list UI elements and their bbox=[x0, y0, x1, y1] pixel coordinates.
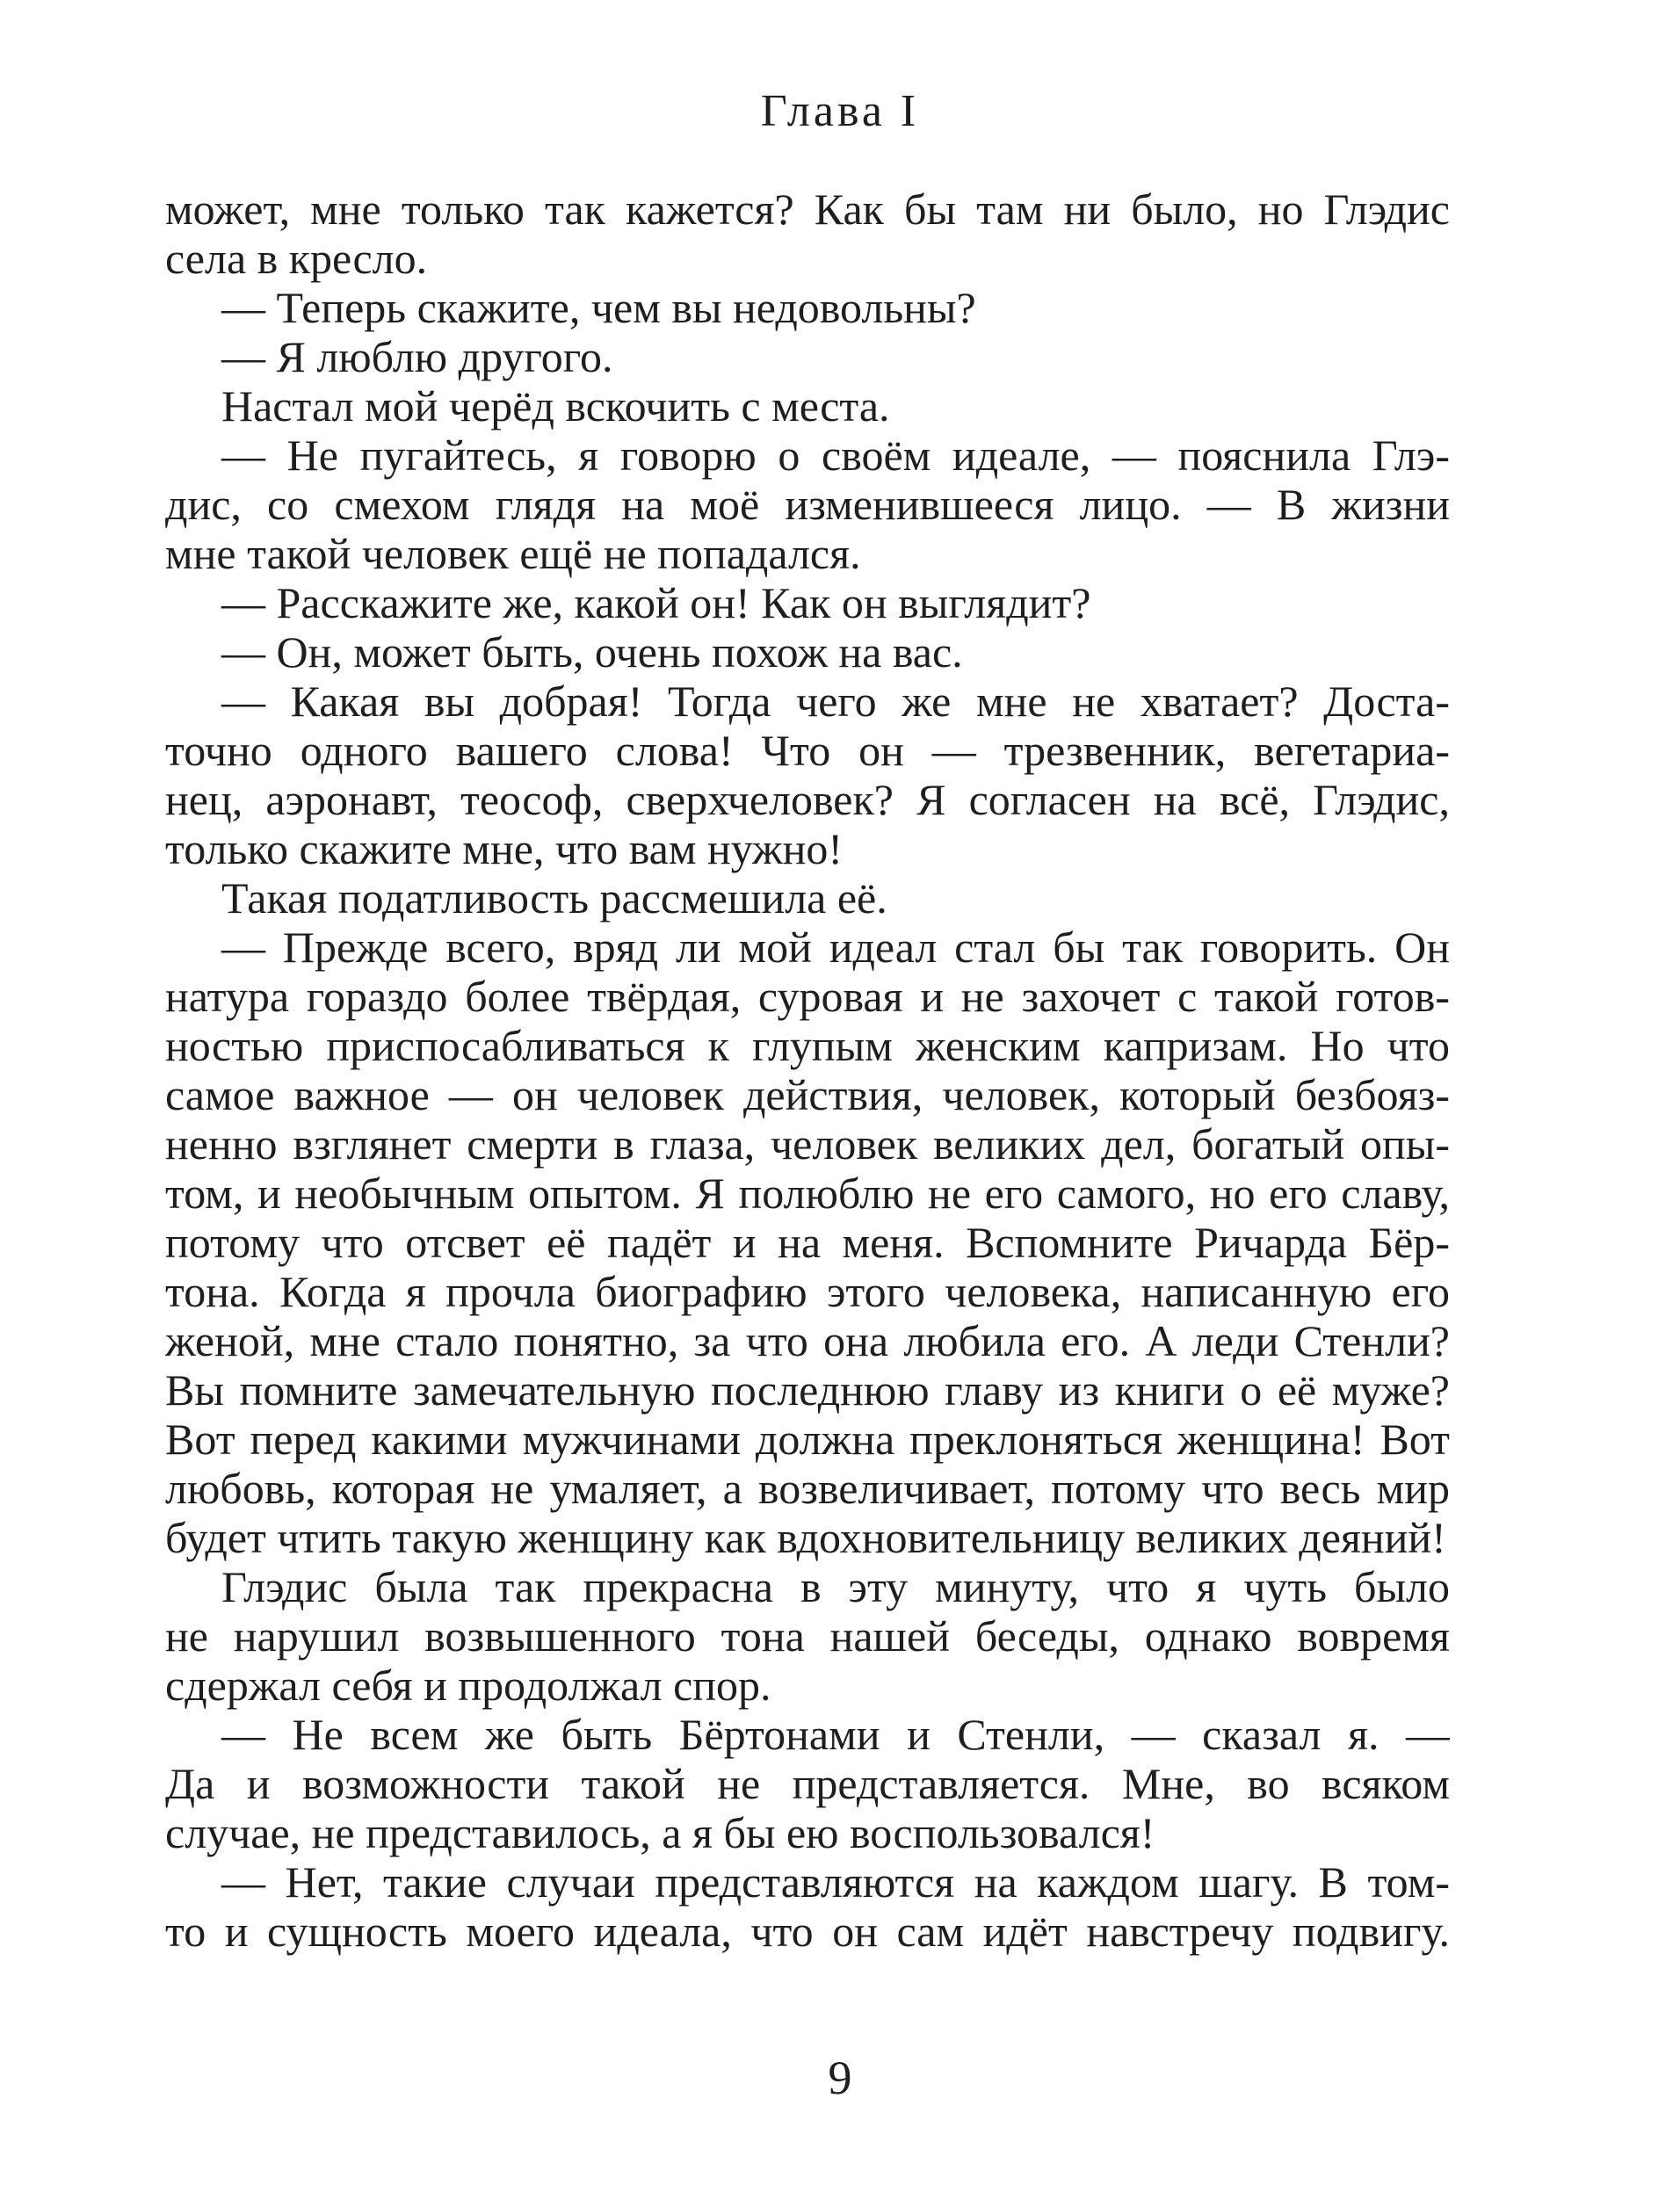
text-line: Вот перед какими мужчинами должна преклоняться женщина! Вот bbox=[165, 1415, 1450, 1464]
text-line: натура гораздо более твёрдая, суровая и не захочет с такой готов- bbox=[165, 972, 1450, 1021]
text-line: нец, аэронавт, теософ, сверхчеловек? Я согласен на всё, Глэдис, bbox=[165, 775, 1450, 824]
text-line: самое важное — он человек действия, человек, который безбояз- bbox=[165, 1070, 1450, 1119]
text-line: потому что отсвет её падёт и на меня. Вспомните Ричарда Бёр- bbox=[165, 1218, 1450, 1267]
text-line: любовь, которая не умаляет, а возвеличивает, потому что весь мир bbox=[165, 1464, 1450, 1513]
text-line: — Теперь скажите, чем вы недовольны? bbox=[221, 283, 976, 332]
text-line: не нарушил возвышенного тона нашей беседы, однако вовремя bbox=[165, 1611, 1450, 1661]
body-text bbox=[165, 185, 1450, 1956]
text-line: сдержал себя и продолжал спор. bbox=[165, 1661, 771, 1710]
text-line: — Нет, такие случаи представляются на каждом шагу. В том- bbox=[221, 1857, 1450, 1907]
text-line: Вы помните замечательную последнюю главу из книги о её муже? bbox=[165, 1365, 1450, 1415]
text-line: только скажите мне, что вам нужно! bbox=[165, 824, 844, 873]
text-line: будет чтить такую женщину как вдохновительницу великих деяний! bbox=[165, 1513, 1446, 1562]
text-line: — Не пугайтесь, я говорю о своём идеале, — пояснила Глэ- bbox=[221, 431, 1450, 480]
text-line: Настал мой черёд вскочить с места. bbox=[221, 381, 890, 431]
text-line: — Прежде всего, вряд ли мой идеал стал бы так говорить. Он bbox=[221, 923, 1450, 972]
text-line: случае, не представилось, а я бы ею воспользовался! bbox=[165, 1808, 1155, 1857]
text-line: женой, мне стало понятно, за что она любила его. А леди Стенли? bbox=[165, 1316, 1450, 1365]
text-line: тона. Когда я прочла биографию этого человека, написанную его bbox=[165, 1267, 1450, 1316]
text-line: села в кресло. bbox=[165, 234, 428, 283]
text-line: дис, со смехом глядя на моё изменившееся лицо. — В жизни bbox=[165, 480, 1450, 529]
text-line: — Расскажите же, какой он! Как он выглядит? bbox=[221, 578, 1091, 627]
text-line: — Я люблю другого. bbox=[221, 332, 613, 381]
text-line: точно одного вашего слова! Что он — трезвенник, вегетариа- bbox=[165, 726, 1450, 775]
running-head: Глава I bbox=[760, 86, 920, 136]
text-line: то и сущность моего идеала, что он сам идёт навстречу подвигу. bbox=[165, 1907, 1450, 1956]
text-line: Такая податливость рассмешила её. bbox=[221, 873, 887, 923]
text-line: — Он, может быть, очень похож на вас. bbox=[221, 627, 963, 677]
text-line: мне такой человек ещё не попадался. bbox=[165, 529, 861, 578]
text-line: Глэдис была так прекрасна в эту минуту, что я чуть было bbox=[221, 1562, 1450, 1611]
text-line: ностью приспосабливаться к глупым женским капризам. Но что bbox=[165, 1021, 1450, 1070]
text-line: том, и необычным опытом. Я полюблю не его самого, но его славу, bbox=[165, 1169, 1450, 1218]
page-number: 9 bbox=[828, 2052, 852, 2104]
text-line: — Не всем же быть Бёртонами и Стенли, — сказал я. — bbox=[221, 1710, 1450, 1759]
text-line: — Какая вы добрая! Тогда чего же мне не хватает? Доста- bbox=[221, 677, 1450, 726]
text-line: может, мне только так кажется? Как бы там ни было, но Глэдис bbox=[165, 185, 1450, 234]
text-line: ненно взглянет смерти в глаза, человек великих дел, богатый опы- bbox=[165, 1119, 1450, 1169]
text-line: Да и возможности такой не представляется. Мне, во всяком bbox=[165, 1759, 1450, 1808]
